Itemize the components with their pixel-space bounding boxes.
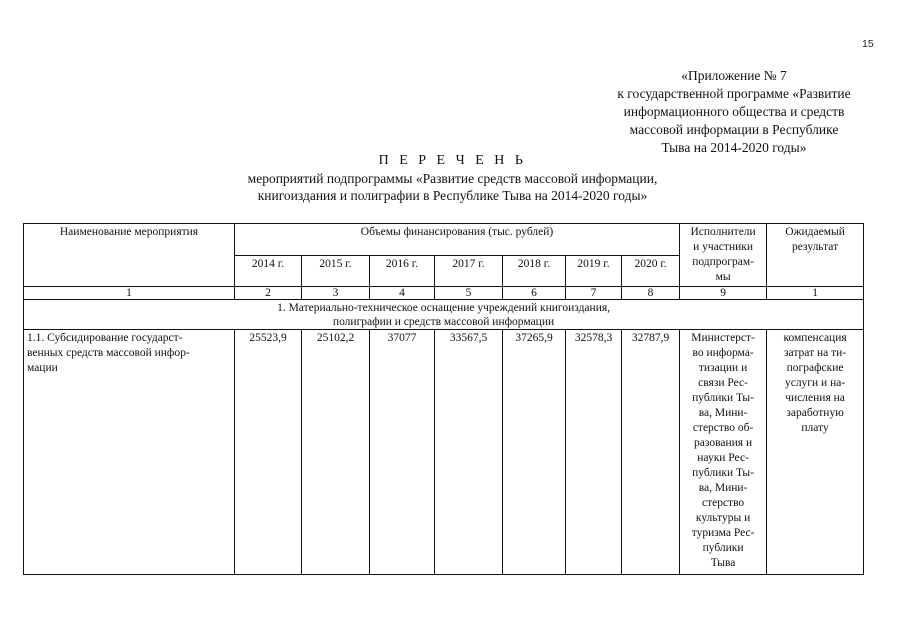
column-number: 3 (302, 287, 370, 300)
column-number: 8 (622, 287, 680, 300)
header-year: 2017 г. (435, 255, 503, 287)
executor-line: публики Ты- (692, 392, 754, 404)
funding-2015: 25102,2 (302, 330, 370, 575)
header-executors (680, 224, 767, 287)
header-year: 2015 г. (302, 255, 370, 287)
result-line: компенсация (783, 332, 847, 344)
activity-name-line: венных средств массовой инфор- (27, 347, 190, 359)
title-line: книгоиздания и полиграфии в Республике Тыва на 2014-2020 годы» (257, 188, 648, 203)
table-row (24, 330, 864, 575)
executor-line: культуры и (695, 512, 751, 524)
document-title (200, 152, 705, 205)
page-number: 15 (862, 38, 874, 50)
header-year: 2019 г. (566, 255, 622, 287)
executor-line: Министерст- (691, 332, 755, 344)
appendix-line: информационного общества и средств (623, 104, 845, 119)
column-number: 1 (767, 287, 864, 300)
column-number: 4 (370, 287, 435, 300)
appendix-line: массовой информации в Республике (629, 122, 839, 137)
activities-table (23, 223, 864, 575)
title-heading: П Е Р Е Ч Е Н Ь (378, 153, 527, 168)
executor-line: туризма Рес- (691, 527, 755, 539)
executor-line: во информа- (692, 347, 754, 359)
section-row (24, 300, 864, 330)
column-number: 1 (24, 287, 235, 300)
result-line: плату (801, 422, 829, 434)
column-number: 6 (503, 287, 566, 300)
header-executors-line: и участники (693, 241, 753, 253)
appendix-line: «Приложение № 7 (681, 68, 787, 83)
funding-2016: 37077 (370, 330, 435, 575)
executor-line: ва, Мини- (698, 407, 748, 419)
funding-2018: 37265,9 (503, 330, 566, 575)
executor-line: связи Рес- (698, 377, 748, 389)
header-name: Наименование мероприятия (24, 224, 235, 287)
executors-cell (680, 330, 767, 575)
appendix-line: Тыва на 2014-2020 годы» (661, 140, 807, 155)
result-line: пографские (786, 362, 844, 374)
header-year: 2020 г. (622, 255, 680, 287)
header-result-line: результат (792, 241, 839, 253)
result-line: числения на (785, 392, 845, 404)
section-title-line: 1. Материально-техническое оснащение учреждений книгоиздания, (277, 302, 611, 314)
column-number: 2 (235, 287, 302, 300)
activity-name-line: мации (27, 362, 58, 374)
executor-line: публики (702, 542, 744, 554)
result-cell (767, 330, 864, 575)
header-year: 2016 г. (370, 255, 435, 287)
header-result (767, 224, 864, 287)
activity-name (24, 330, 235, 575)
activity-name-line: 1.1. Субсидирование государст- (27, 332, 183, 344)
funding-2017: 33567,5 (435, 330, 503, 575)
executor-line: публики Ты- (692, 467, 754, 479)
result-line: услуги и на- (784, 377, 846, 389)
title-line: мероприятий подпрограммы «Развитие средств массовой информации, (247, 170, 658, 186)
header-year: 2014 г. (235, 255, 302, 287)
funding-2014: 25523,9 (235, 330, 302, 575)
header-result-line: Ожидаемый (785, 226, 845, 238)
column-number-row (24, 287, 864, 300)
column-number: 9 (680, 287, 767, 300)
result-line: затрат на ти- (784, 347, 847, 359)
section-title (24, 300, 864, 330)
header-executors-line: подпрограм- (692, 256, 754, 268)
result-line: заработную (786, 407, 844, 419)
executor-line: тизации и (698, 362, 748, 374)
executor-line: ва, Мини- (698, 482, 748, 494)
header-year: 2018 г. (503, 255, 566, 287)
header-executors-line: мы (715, 271, 731, 283)
table-header-row (24, 224, 864, 256)
appendix-line: к государственной программе «Развитие (617, 86, 851, 101)
executor-line: разования и (694, 437, 753, 449)
funding-2019: 32578,3 (566, 330, 622, 575)
header-executors-line: Исполнители (690, 226, 756, 238)
column-number: 5 (435, 287, 503, 300)
executor-line: стерство об- (692, 422, 754, 434)
executor-line: Тыва (710, 557, 736, 569)
header-funding: Объемы финансирования (тыс. рублей) (235, 224, 680, 256)
section-title-line: полиграфии и средств массовой информации (332, 316, 555, 328)
funding-2020: 32787,9 (622, 330, 680, 575)
column-number: 7 (566, 287, 622, 300)
executor-line: стерство (701, 497, 745, 509)
executor-line: науки Рес- (697, 452, 749, 464)
appendix-note (595, 67, 873, 157)
